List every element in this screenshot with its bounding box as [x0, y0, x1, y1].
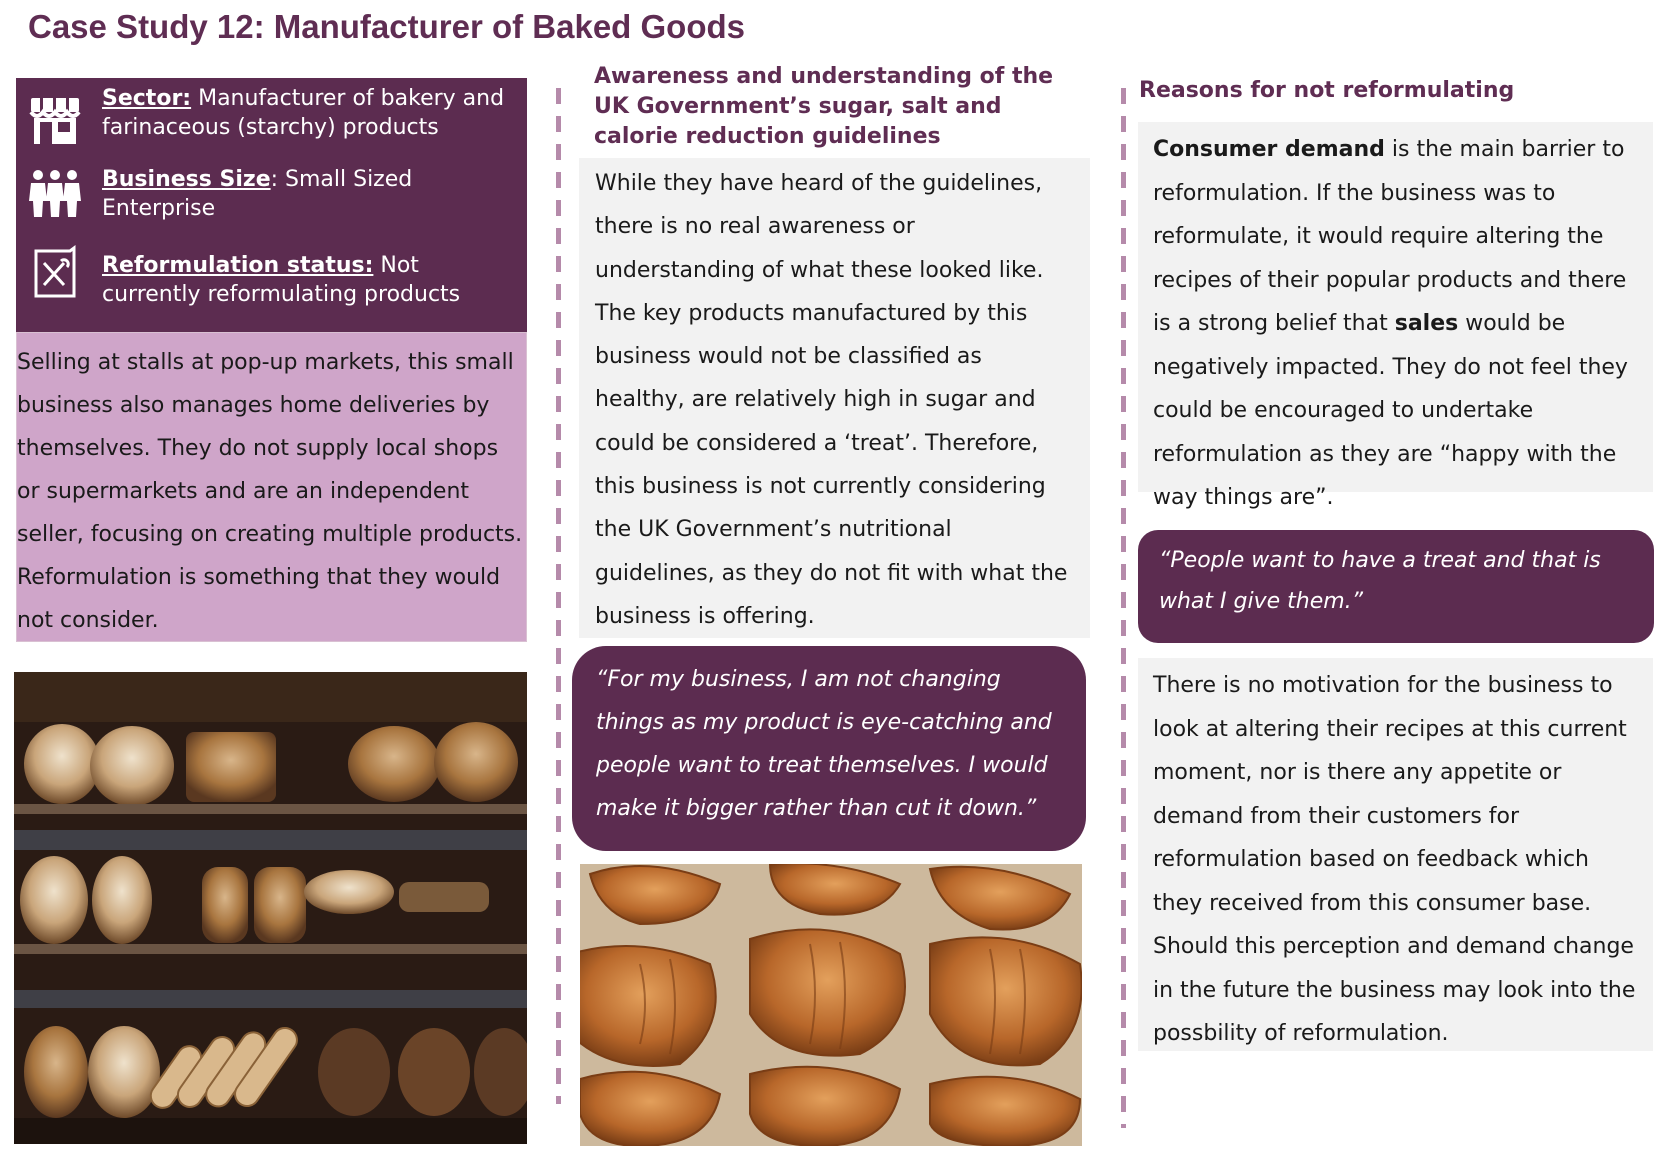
- size-value: : Small Sized Enterprise: [102, 167, 413, 221]
- awareness-box: [579, 158, 1090, 638]
- intro-text: Selling at stalls at pop-up markets, this small business also manages home deliveries by themselves. They do not supply local shops or supermarkets and are an independent seller, focusing on creating multiple products. Reformulation is something that they would not consider.: [17, 350, 523, 633]
- croissants-photo: [580, 864, 1082, 1146]
- reasons-quote: [1138, 530, 1654, 643]
- awareness-quote: [572, 646, 1086, 851]
- reasons-heading: Reasons for not reformulating: [1139, 78, 1515, 103]
- column-divider: [556, 88, 561, 1104]
- consumer-demand-emphasis: Consumer demand: [1153, 137, 1385, 162]
- sector-value: Manufacturer of bakery and farinaceous (starchy) products: [102, 86, 505, 140]
- awareness-heading: Awareness and understanding of the UK Government’s sugar, salt and calorie reduction guidelines: [594, 64, 1054, 149]
- storefront-icon: [28, 94, 82, 148]
- sector-text: [102, 84, 512, 142]
- awareness-body: While they have heard of the guidelines, there is no real awareness or understanding of what these looked like. The key products manufactured by this business would not be classified as healthy, are relatively high in sugar and could be considered a ‘treat’. Therefore, this business is not currently considering the UK Government’s nutritional guidelines, as they do not fit with what the business is offering.: [595, 171, 1068, 629]
- reasons-paragraph: [1153, 128, 1643, 520]
- status-value: Not currently reformulating products: [102, 253, 461, 307]
- reasons-text-1: is the main barrier to reformulation. If the business was to reformulate, it would require altering the recipes of their popular products and there is a strong belief that: [1153, 137, 1627, 336]
- people-icon: [28, 167, 82, 221]
- size-text: [102, 165, 512, 223]
- motivation-text: There is no motivation for the business to look at altering their recipes at this current moment, nor is there any appetite or demand from their customers for reformulation based on feedback which they received from this consumer base. Should this perception and demand change in the future the business may look into the possbility of reformulation.: [1153, 673, 1636, 1046]
- status-text: [102, 251, 512, 309]
- status-label: Reformulation status:: [102, 253, 374, 278]
- bread-shelves-photo: [14, 672, 527, 1144]
- reasons-text-2: would be negatively impacted. They do not feel they could be encouraged to undertake reformulation as they are “happy with the way things are”.: [1153, 311, 1628, 510]
- reasons-box: [1138, 122, 1653, 510]
- sales-emphasis: sales: [1394, 311, 1459, 336]
- recipe-book-icon: [28, 245, 82, 299]
- size-label: Business Size: [102, 167, 271, 192]
- sector-label: Sector:: [102, 86, 192, 111]
- business-profile-panel: [16, 78, 527, 332]
- reasons-quote-text: “People want to have a treat and that is what I give them.”: [1159, 548, 1601, 614]
- column-divider: [1121, 88, 1126, 1128]
- awareness-quote-text: “For my business, I am not changing things as my product is eye-catching and people want to treat themselves. I would make it bigger rather than cut it down.”: [596, 667, 1052, 821]
- page-title: Case Study 12: Manufacturer of Baked Goods: [28, 8, 745, 45]
- intro-box: [16, 332, 527, 642]
- motivation-box: [1138, 658, 1653, 1051]
